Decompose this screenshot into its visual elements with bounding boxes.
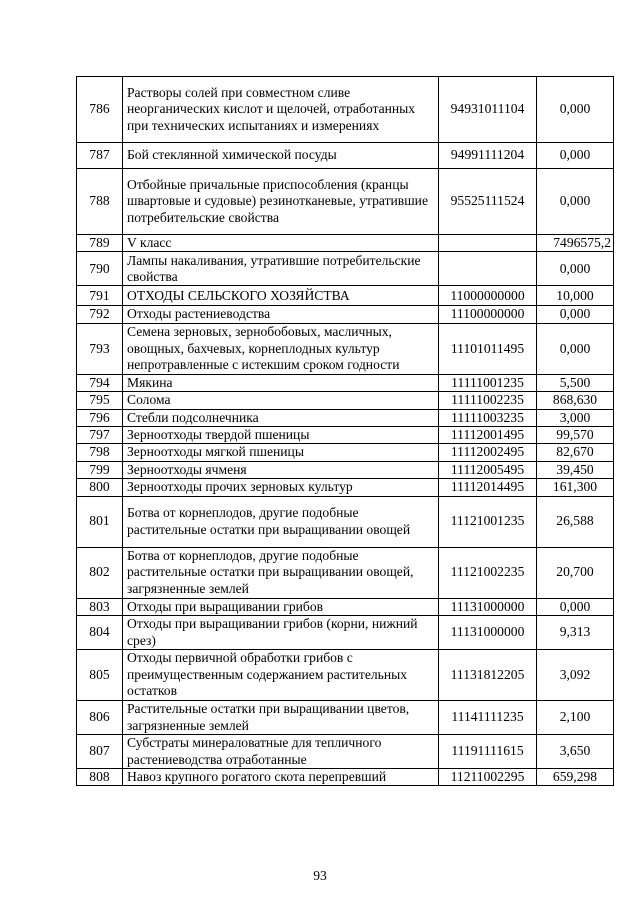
table-row	[77, 374, 614, 391]
waste-code: 11131000000	[439, 598, 537, 615]
row-number: 793	[77, 323, 123, 374]
row-number: 804	[77, 616, 123, 650]
waste-amount: 39,450	[537, 461, 614, 478]
waste-name: Отходы первичной обработки грибов с преимущественным содержанием растительных остатков	[123, 650, 439, 701]
waste-code: 11111003235	[439, 409, 537, 426]
table-row	[77, 77, 614, 143]
waste-code: 11131000000	[439, 616, 537, 650]
row-number: 786	[77, 77, 123, 143]
table-row	[77, 306, 614, 323]
waste-name: Субстраты минераловатные для тепличного растениеводства отработанные	[123, 735, 439, 769]
waste-name: Отходы при выращивании грибов	[123, 598, 439, 615]
row-number: 787	[77, 143, 123, 169]
table-row	[77, 323, 614, 374]
row-number: 807	[77, 735, 123, 769]
waste-amount: 7496575,2	[537, 235, 614, 252]
table-row	[77, 735, 614, 769]
waste-amount: 3,092	[537, 650, 614, 701]
row-number: 788	[77, 169, 123, 235]
waste-amount: 161,300	[537, 479, 614, 496]
waste-table	[76, 76, 614, 786]
row-number: 795	[77, 392, 123, 409]
waste-amount: 0,000	[537, 252, 614, 286]
waste-amount: 0,000	[537, 306, 614, 323]
waste-code: 11191111615	[439, 735, 537, 769]
table-row	[77, 598, 614, 615]
waste-code: 11111002235	[439, 392, 537, 409]
table-row	[77, 479, 614, 496]
waste-code: 11121002235	[439, 547, 537, 598]
table-row	[77, 169, 614, 235]
table-row	[77, 409, 614, 426]
waste-amount: 0,000	[537, 143, 614, 169]
waste-name: Бой стеклянной химической посуды	[123, 143, 439, 169]
waste-name: Отходы растениеводства	[123, 306, 439, 323]
row-number: 791	[77, 286, 123, 306]
waste-amount: 3,000	[537, 409, 614, 426]
row-number: 796	[77, 409, 123, 426]
waste-amount: 0,000	[537, 169, 614, 235]
waste-amount: 2,100	[537, 701, 614, 735]
waste-name: Мякина	[123, 374, 439, 391]
waste-code: 11112014495	[439, 479, 537, 496]
table-row	[77, 616, 614, 650]
waste-amount: 5,500	[537, 374, 614, 391]
waste-amount: 10,000	[537, 286, 614, 306]
row-number: 792	[77, 306, 123, 323]
table-row	[77, 286, 614, 306]
waste-name: Ботва от корнеплодов, другие подобные растительные остатки при выращивании овощей, загрязненные землей	[123, 547, 439, 598]
row-number: 802	[77, 547, 123, 598]
row-number: 789	[77, 235, 123, 252]
table-row	[77, 392, 614, 409]
waste-code: 94931011104	[439, 77, 537, 143]
page-number: 93	[313, 868, 327, 883]
row-number: 799	[77, 461, 123, 478]
waste-code: 11121001235	[439, 496, 537, 547]
row-number: 797	[77, 427, 123, 444]
waste-name: Ботва от корнеплодов, другие подобные растительные остатки при выращивании овощей	[123, 496, 439, 547]
waste-name: Отходы при выращивании грибов (корни, нижний срез)	[123, 616, 439, 650]
waste-code: 11112002495	[439, 444, 537, 461]
table-row	[77, 769, 614, 786]
waste-name: Стебли подсолнечника	[123, 409, 439, 426]
waste-code: 11112001495	[439, 427, 537, 444]
row-number: 794	[77, 374, 123, 391]
waste-table-body	[77, 77, 614, 786]
waste-code: 11131812205	[439, 650, 537, 701]
row-number: 798	[77, 444, 123, 461]
table-row	[77, 252, 614, 286]
waste-amount: 9,313	[537, 616, 614, 650]
waste-name: Зерноотходы мягкой пшеницы	[123, 444, 439, 461]
table-row	[77, 496, 614, 547]
waste-amount: 0,000	[537, 598, 614, 615]
row-number: 805	[77, 650, 123, 701]
waste-code: 94991111204	[439, 143, 537, 169]
waste-amount: 0,000	[537, 77, 614, 143]
waste-code: 11112005495	[439, 461, 537, 478]
waste-name: Зерноотходы ячменя	[123, 461, 439, 478]
table-row	[77, 461, 614, 478]
table-row	[77, 701, 614, 735]
waste-amount: 0,000	[537, 323, 614, 374]
row-number: 808	[77, 769, 123, 786]
waste-name: Навоз крупного рогатого скота перепревший	[123, 769, 439, 786]
waste-code: 11101011495	[439, 323, 537, 374]
waste-amount: 868,630	[537, 392, 614, 409]
waste-code: 11211002295	[439, 769, 537, 786]
waste-name: Лампы накаливания, утратившие потребительские свойства	[123, 252, 439, 286]
waste-code	[439, 252, 537, 286]
waste-code: 11141111235	[439, 701, 537, 735]
waste-code	[439, 235, 537, 252]
waste-amount: 26,588	[537, 496, 614, 547]
waste-amount: 99,570	[537, 427, 614, 444]
table-row	[77, 235, 614, 252]
row-number: 800	[77, 479, 123, 496]
row-number: 790	[77, 252, 123, 286]
waste-name: Отбойные причальные приспособления (кранцы швартовые и судовые) резинотканевые, утратившие потребительские свойства	[123, 169, 439, 235]
waste-name: Солома	[123, 392, 439, 409]
waste-amount: 82,670	[537, 444, 614, 461]
waste-code: 95525111524	[439, 169, 537, 235]
table-row	[77, 547, 614, 598]
waste-name: Зерноотходы твердой пшеницы	[123, 427, 439, 444]
table-row	[77, 427, 614, 444]
table-row	[77, 650, 614, 701]
row-number: 801	[77, 496, 123, 547]
waste-code: 11111001235	[439, 374, 537, 391]
waste-amount: 3,650	[537, 735, 614, 769]
waste-code: 11100000000	[439, 306, 537, 323]
waste-name: Зерноотходы прочих зерновых культур	[123, 479, 439, 496]
row-number: 803	[77, 598, 123, 615]
waste-name: Растительные остатки при выращивании цветов, загрязненные землей	[123, 701, 439, 735]
waste-amount: 20,700	[537, 547, 614, 598]
table-row	[77, 143, 614, 169]
row-number: 806	[77, 701, 123, 735]
waste-code: 11000000000	[439, 286, 537, 306]
waste-name: Растворы солей при совместном сливе неорганических кислот и щелочей, отработанных при технических испытаниях и измерениях	[123, 77, 439, 143]
table-row	[77, 444, 614, 461]
waste-name: ОТХОДЫ СЕЛЬСКОГО ХОЗЯЙСТВА	[123, 286, 439, 306]
waste-name: Семена зерновых, зернобобовых, масличных, овощных, бахчевых, корнеплодных культур непротравленные с истекшим сроком годности	[123, 323, 439, 374]
waste-name: V класс	[123, 235, 439, 252]
waste-amount: 659,298	[537, 769, 614, 786]
